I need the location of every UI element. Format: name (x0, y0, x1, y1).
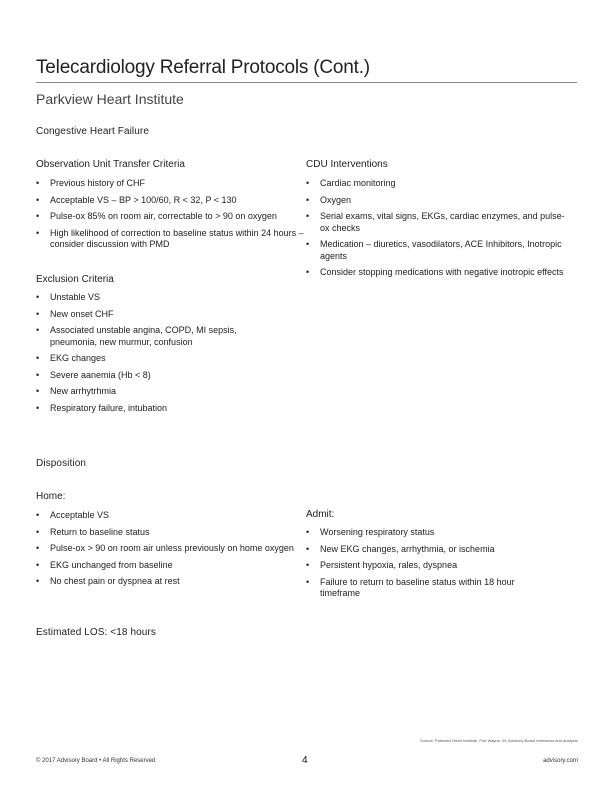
list-item: • EKG unchanged from baseline (36, 560, 298, 572)
admit-heading: Admit: (306, 509, 335, 520)
cdu-list (306, 178, 574, 284)
list-item: • Failure to return to baseline status within 18 hour timeframe (306, 577, 556, 600)
list-item: • Previous history of CHF (36, 178, 308, 190)
list-item: • Cardiac monitoring (306, 178, 574, 190)
footer-url: advisory.com (543, 758, 578, 764)
cdu-heading: CDU Interventions (306, 159, 388, 170)
list-item: • Associated unstable angina, COPD, MI sepsis, pneumonia, new murmur, confusion (36, 325, 276, 348)
list-item: • High likelihood of correction to baseline status within 24 hours – consider discussion with PMD (36, 228, 308, 251)
title-divider (36, 82, 577, 83)
list-item: • Serial exams, vital signs, EKGs, cardiac enzymes, and pulse-ox checks (306, 211, 574, 234)
list-item: • New arrhytrhmia (36, 386, 276, 398)
home-heading: Home: (36, 491, 66, 502)
exclusion-list (36, 292, 276, 419)
home-list (36, 510, 298, 593)
page-number: 4 (302, 755, 308, 766)
list-item: • Severe aanemia (Hb < 8) (36, 370, 276, 382)
page-title: Telecardiology Referral Protocols (Cont.) (36, 57, 370, 78)
list-item: • Acceptable VS – BP > 100/60, R < 32, P < 130 (36, 195, 308, 207)
list-item: • Pulse-ox 85% on room air, correctable to > 90 on oxygen (36, 211, 308, 223)
section-heading-disposition: Disposition (36, 458, 87, 469)
list-item: • Oxygen (306, 195, 574, 207)
list-item: • No chest pain or dyspnea at rest (36, 576, 298, 588)
page-subtitle: Parkview Heart Institute (36, 91, 184, 107)
list-item: • Respiratory failure, intubation (36, 403, 276, 415)
list-item: • Consider stopping medications with negative inotropic effects (306, 267, 574, 279)
admit-list (306, 527, 556, 605)
list-item: • EKG changes (36, 353, 276, 365)
list-item: • Persistent hypoxia, rales, dyspnea (306, 560, 556, 572)
list-item: • Medication – diuretics, vasodilators, ACE Inhibitors, Inotropic agents (306, 239, 574, 262)
source-footnote: Source: Parkview Heart Institute, Fort Wayne, IN; Advisory Board interviews and analysis. (420, 738, 579, 743)
list-item: • Worsening respiratory status (306, 527, 556, 539)
estimated-los: Estimated LOS: <18 hours (36, 627, 156, 638)
copyright: © 2017 Advisory Board • All Rights Reserved (36, 758, 156, 764)
list-item: • Pulse-ox > 90 on room air unless previously on home oxygen (36, 543, 298, 555)
list-item: • Unstable VS (36, 292, 276, 304)
observation-list (36, 178, 308, 256)
list-item: • Acceptable VS (36, 510, 298, 522)
list-item: • New EKG changes, arrhythmia, or ischemia (306, 544, 556, 556)
section-heading-chf: Congestive Heart Failure (36, 126, 150, 137)
exclusion-heading: Exclusion Criteria (36, 274, 114, 285)
list-item: • Return to baseline status (36, 527, 298, 539)
observation-heading: Observation Unit Transfer Criteria (36, 159, 185, 170)
list-item: • New onset CHF (36, 309, 276, 321)
